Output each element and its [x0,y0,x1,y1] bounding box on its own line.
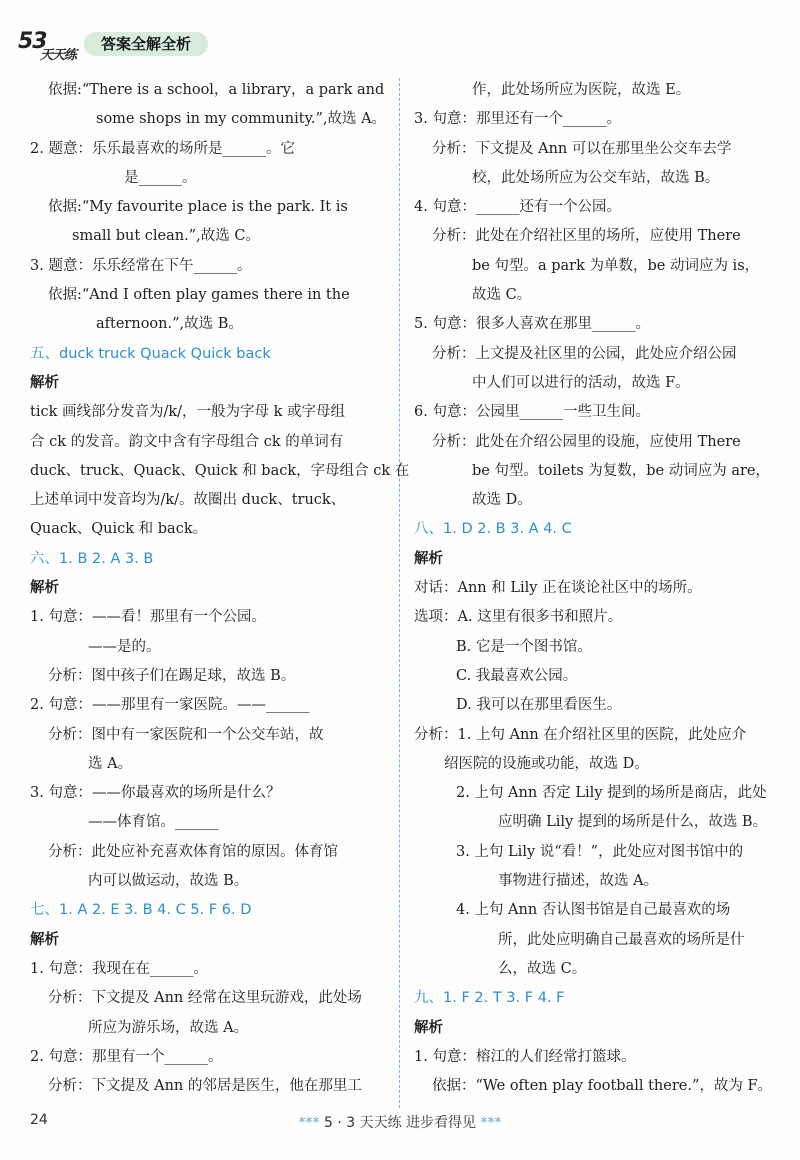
text-line: 依据:“And I often play games there in the [48,287,350,304]
text-line: 3. 句意：——你最喜欢的场所是什么？ [30,785,281,802]
text-line: 3. 句意：那里还有一个______。 [414,111,621,128]
text-line: tick 画线部分发音为/k/，一般为字母 k 或字母组 [30,404,346,421]
text-line: 4. 上句 Ann 否认图书馆是自己最喜欢的场 [456,902,731,919]
text-line: duck、truck、Quack、Quick 和 back，字母组合 ck 在 [30,462,410,479]
text-line: 分析：图中孩子们在踢足球，故选 B。 [48,667,296,684]
text-line: 对话：Ann 和 Lily 正在谈论社区中的场所。 [414,580,702,597]
text-line: 合 ck 的发音。韵文中含有字母组合 ck 的单词有 [30,433,344,450]
text-line: 故选 D。 [472,492,532,509]
text-line: 分析：下文提及 Ann 经常在这里玩游戏，此处场 [48,990,362,1007]
text-line: 校，此处场所应为公交车站，故选 B。 [472,169,720,186]
section-answer: 六、1. B 2. A 3. B [30,550,154,567]
text-line: 分析：图中有一家医院和一个公交车站，故 [48,726,324,743]
text-line: afternoon.”,故选 B。 [96,316,243,333]
text-line: 所，此处应明确自己最喜欢的场所是什 [498,931,745,948]
footer-slogan: *** 5 · 3 天天练 进步看得见 *** [298,1115,502,1131]
analysis-heading: 解析 [30,931,59,948]
section-answer: 五、duck truck Quack Quick back [30,345,271,362]
text-line: 事物进行描述，故选 A。 [498,873,659,890]
text-line: 分析：下文提及 Ann 可以在那里坐公交车去学 [432,140,732,157]
text-line: 6. 句意：公园里______一些卫生间。 [414,404,650,421]
column-divider [399,78,400,1108]
text-line: 所应为游乐场，故选 A。 [88,1019,249,1036]
header [18,22,338,62]
text-line: 1. 句意：——看！那里有一个公园。 [30,609,266,626]
text-line: 依据：“We often play football there.”，故为 F。 [432,1078,773,1095]
footer [0,1112,800,1136]
text-line: 选 A。 [88,755,133,772]
section-answer: 九、1. F 2. T 3. F 4. F [414,990,565,1007]
logo: 53 天天练 [18,29,77,63]
text-line: 1. 句意：我现在在______。 [30,960,208,977]
section-answer: 七、1. A 2. E 3. B 4. C 5. F 6. D [30,902,252,919]
right-column [414,76,774,1101]
text-line: 应明确 Lily 提到的场所是什么，故选 B。 [498,814,768,831]
text-line: 5. 句意：很多人喜欢在那里______。 [414,316,650,333]
page-number: 24 [30,1112,48,1128]
text-line: some shops in my community.”,故选 A。 [96,111,387,128]
analysis-heading: 解析 [414,1019,443,1036]
text-line: 2. 句意：——那里有一家医院。——______ [30,697,310,714]
text-line: 3. 上句 Lily 说“看！”，此处应对图书馆中的 [456,843,744,860]
text-line: 2. 上句 Ann 否定 Lily 提到的场所是商店，此处 [456,785,767,802]
text-line: ——是的。 [88,638,161,655]
text-line: 2. 句意：那里有一个______。 [30,1048,223,1065]
text-line: B. 它是一个图书馆。 [456,638,592,655]
text-line: be 句型。a park 为单数，be 动词应为 is， [472,257,760,274]
text-line: 么，故选 C。 [498,960,587,977]
section-answer: 八、1. D 2. B 3. A 4. C [414,521,572,538]
text-line: 中人们可以进行的活动，故选 F。 [472,374,690,391]
text-line: 分析：此处应补充喜欢体育馆的原因。体育馆 [48,843,338,860]
text-line: 1. 句意：榕江的人们经常打篮球。 [414,1048,636,1065]
text-line: 故选 C。 [472,287,532,304]
text-line: 分析：1. 上句 Ann 在介绍社区里的医院，此处应介 [414,726,747,743]
text-line: 分析：此处在介绍公园里的设施，应使用 There [432,433,741,450]
analysis-heading: 解析 [414,550,443,567]
left-column [30,76,410,1101]
text-line: be 句型。toilets 为复数，be 动词应为 are， [472,462,770,479]
text-line: small but clean.”,故选 C。 [72,228,260,245]
text-line: 选项：A. 这里有很多书和照片。 [414,609,623,626]
text-line: 是______。 [124,169,197,186]
text-line: 作，此处场所应为医院，故选 E。 [472,82,691,98]
header-banner: 答案全解全析 [84,32,208,56]
analysis-heading: 解析 [30,580,59,597]
text-line: 依据:“My favourite place is the park. It is [48,199,348,216]
text-line: 上述单词中发音均为/k/。故圈出 duck、truck、 [30,492,346,509]
analysis-heading: 解析 [30,374,59,391]
text-line: C. 我最喜欢公园。 [456,667,578,684]
text-line: Quack、Quick 和 back。 [30,521,208,538]
text-line: 2. 题意：乐乐最喜欢的场所是______。它 [30,140,295,157]
text-line: 内可以做运动，故选 B。 [88,873,249,890]
text-line: ——体育馆。______ [88,814,219,831]
text-line: 分析：此处在介绍社区里的场所，应使用 There [432,228,741,245]
text-line: 绍医院的设施或功能，故选 D。 [444,755,649,772]
text-line: 分析：下文提及 Ann 的邻居是医生，他在那里工 [48,1078,362,1095]
text-line: 4. 句意：______还有一个公园。 [414,199,621,216]
text-line: 分析：上文提及社区里的公园，此处应介绍公园 [432,345,737,362]
text-line: 3. 题意：乐乐经常在下午______。 [30,257,252,274]
text-line: 依据:“There is a school，a library，a park and [48,82,385,98]
text-line: D. 我可以在那里看医生。 [456,697,622,714]
